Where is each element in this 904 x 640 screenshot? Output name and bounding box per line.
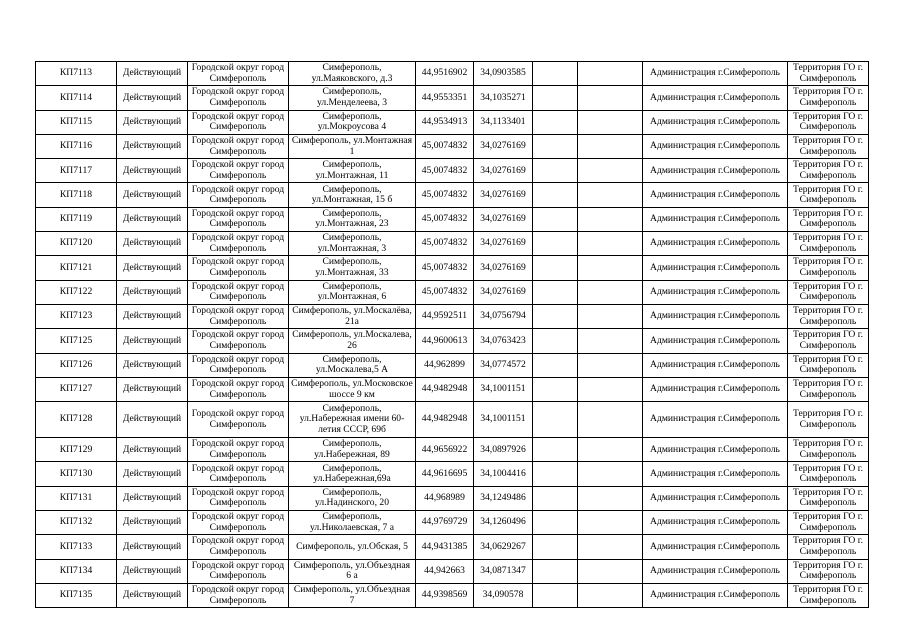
latitude-cell: 44,942663 xyxy=(416,559,474,583)
empty-cell xyxy=(578,583,643,607)
table-row xyxy=(36,304,869,328)
status-cell: Действующий xyxy=(117,353,188,377)
status-cell: Действующий xyxy=(117,256,188,280)
empty-cell xyxy=(533,110,578,134)
administration-cell: Администрация г.Симферополь xyxy=(643,535,788,559)
district-cell: Городской округ город Симферополь xyxy=(188,377,289,401)
status-cell: Действующий xyxy=(117,280,188,304)
longitude-cell: 34,0897926 xyxy=(474,438,533,462)
address-cell: Симферополь, ул.Объездная 7 xyxy=(289,583,416,607)
empty-cell xyxy=(533,134,578,158)
address-cell: Симферополь, ул.Москалева, 26 xyxy=(289,329,416,353)
administration-cell: Администрация г.Симферополь xyxy=(643,86,788,110)
table-row xyxy=(36,256,869,280)
longitude-cell: 34,090578 xyxy=(474,583,533,607)
territory-cell: Территория ГО г. Симферополь xyxy=(788,110,869,134)
territory-cell: Территория ГО г. Симферополь xyxy=(788,256,869,280)
empty-cell xyxy=(533,329,578,353)
status-cell: Действующий xyxy=(117,462,188,486)
administration-cell: Администрация г.Симферополь xyxy=(643,62,788,86)
address-cell: Симферополь, ул.Маяковского, д.3 xyxy=(289,62,416,86)
table-row xyxy=(36,511,869,535)
empty-cell xyxy=(578,62,643,86)
longitude-cell: 34,0629267 xyxy=(474,535,533,559)
empty-cell xyxy=(533,86,578,110)
longitude-cell: 34,0756794 xyxy=(474,304,533,328)
longitude-cell: 34,0276169 xyxy=(474,134,533,158)
point-id-cell: КП7118 xyxy=(36,183,117,207)
address-cell: Симферополь, ул.Монтажная, 33 xyxy=(289,256,416,280)
point-id-cell: КП7125 xyxy=(36,329,117,353)
table-row xyxy=(36,559,869,583)
latitude-cell: 45,0074832 xyxy=(416,207,474,231)
latitude-cell: 45,0074832 xyxy=(416,159,474,183)
table-row xyxy=(36,280,869,304)
territory-cell: Территория ГО г. Симферополь xyxy=(788,353,869,377)
latitude-cell: 44,9769729 xyxy=(416,511,474,535)
longitude-cell: 34,1001151 xyxy=(474,377,533,401)
empty-cell xyxy=(533,462,578,486)
district-cell: Городской округ город Симферополь xyxy=(188,62,289,86)
empty-cell xyxy=(533,535,578,559)
district-cell: Городской округ город Симферополь xyxy=(188,583,289,607)
longitude-cell: 34,1249486 xyxy=(474,486,533,510)
table-row xyxy=(36,462,869,486)
point-id-cell: КП7129 xyxy=(36,438,117,462)
address-cell: Симферополь, ул.Набережная,69а xyxy=(289,462,416,486)
district-cell: Городской округ город Симферополь xyxy=(188,402,289,438)
status-cell: Действующий xyxy=(117,377,188,401)
empty-cell xyxy=(578,134,643,158)
territory-cell: Территория ГО г. Симферополь xyxy=(788,402,869,438)
administration-cell: Администрация г.Симферополь xyxy=(643,183,788,207)
longitude-cell: 34,0763423 xyxy=(474,329,533,353)
point-id-cell: КП7132 xyxy=(36,511,117,535)
empty-cell xyxy=(578,159,643,183)
district-cell: Городской округ город Симферополь xyxy=(188,183,289,207)
administration-cell: Администрация г.Симферополь xyxy=(643,486,788,510)
point-id-cell: КП7122 xyxy=(36,280,117,304)
status-cell: Действующий xyxy=(117,159,188,183)
status-cell: Действующий xyxy=(117,232,188,256)
point-id-cell: КП7134 xyxy=(36,559,117,583)
address-cell: Симферополь, ул.Москалева,5 А xyxy=(289,353,416,377)
address-cell: Симферополь, ул.Монтажная, 23 xyxy=(289,207,416,231)
empty-cell xyxy=(533,402,578,438)
administration-cell: Администрация г.Симферополь xyxy=(643,110,788,134)
status-cell: Действующий xyxy=(117,583,188,607)
point-id-cell: КП7116 xyxy=(36,134,117,158)
administration-cell: Администрация г.Симферополь xyxy=(643,462,788,486)
district-cell: Городской округ город Симферополь xyxy=(188,256,289,280)
district-cell: Городской округ город Симферополь xyxy=(188,511,289,535)
empty-cell xyxy=(533,583,578,607)
address-cell: Симферополь, ул.Монтажная, 6 xyxy=(289,280,416,304)
longitude-cell: 34,1004416 xyxy=(474,462,533,486)
latitude-cell: 44,9592511 xyxy=(416,304,474,328)
point-id-cell: КП7127 xyxy=(36,377,117,401)
empty-cell xyxy=(533,207,578,231)
address-cell: Симферополь, ул.Монтажная, 15 б xyxy=(289,183,416,207)
territory-cell: Территория ГО г. Симферополь xyxy=(788,232,869,256)
latitude-cell: 45,0074832 xyxy=(416,256,474,280)
point-id-cell: КП7114 xyxy=(36,86,117,110)
point-id-cell: КП7131 xyxy=(36,486,117,510)
empty-cell xyxy=(578,86,643,110)
administration-cell: Администрация г.Симферополь xyxy=(643,232,788,256)
address-cell: Симферополь, ул.Мокроусова 4 xyxy=(289,110,416,134)
administration-cell: Администрация г.Симферополь xyxy=(643,207,788,231)
district-cell: Городской округ город Симферополь xyxy=(188,280,289,304)
empty-cell xyxy=(578,304,643,328)
address-cell: Симферополь, ул.Москалёва, 21а xyxy=(289,304,416,328)
empty-cell xyxy=(533,280,578,304)
latitude-cell: 44,9534913 xyxy=(416,110,474,134)
table-row xyxy=(36,535,869,559)
table-row xyxy=(36,110,869,134)
empty-cell xyxy=(533,304,578,328)
point-id-cell: КП7117 xyxy=(36,159,117,183)
address-cell: Симферополь, ул.Надинского, 20 xyxy=(289,486,416,510)
point-id-cell: КП7133 xyxy=(36,535,117,559)
administration-cell: Администрация г.Симферополь xyxy=(643,134,788,158)
longitude-cell: 34,0903585 xyxy=(474,62,533,86)
empty-cell xyxy=(578,535,643,559)
table-row xyxy=(36,207,869,231)
latitude-cell: 44,9516902 xyxy=(416,62,474,86)
territory-cell: Территория ГО г. Симферополь xyxy=(788,329,869,353)
empty-cell xyxy=(578,511,643,535)
territory-cell: Территория ГО г. Симферополь xyxy=(788,207,869,231)
empty-cell xyxy=(533,232,578,256)
administration-cell: Администрация г.Симферополь xyxy=(643,402,788,438)
territory-cell: Территория ГО г. Симферополь xyxy=(788,486,869,510)
address-cell: Симферополь, ул.Монтажная 1 xyxy=(289,134,416,158)
status-cell: Действующий xyxy=(117,438,188,462)
empty-cell xyxy=(578,462,643,486)
table-row xyxy=(36,438,869,462)
territory-cell: Территория ГО г. Симферополь xyxy=(788,583,869,607)
administration-cell: Администрация г.Симферополь xyxy=(643,559,788,583)
longitude-cell: 34,1133401 xyxy=(474,110,533,134)
empty-cell xyxy=(578,486,643,510)
latitude-cell: 44,9616695 xyxy=(416,462,474,486)
latitude-cell: 44,9656922 xyxy=(416,438,474,462)
point-id-cell: КП7119 xyxy=(36,207,117,231)
latitude-cell: 44,9482948 xyxy=(416,402,474,438)
territory-cell: Территория ГО г. Симферополь xyxy=(788,183,869,207)
address-cell: Симферополь, ул.Набережная, 89 xyxy=(289,438,416,462)
district-cell: Городской округ город Симферополь xyxy=(188,535,289,559)
district-cell: Городской округ город Симферополь xyxy=(188,159,289,183)
latitude-cell: 44,9600613 xyxy=(416,329,474,353)
empty-cell xyxy=(578,438,643,462)
point-id-cell: КП7126 xyxy=(36,353,117,377)
latitude-cell: 44,9482948 xyxy=(416,377,474,401)
administration-cell: Администрация г.Симферополь xyxy=(643,304,788,328)
address-cell: Симферополь, ул.Московское шоссе 9 км xyxy=(289,377,416,401)
empty-cell xyxy=(578,207,643,231)
table-row xyxy=(36,583,869,607)
empty-cell xyxy=(578,280,643,304)
latitude-cell: 45,0074832 xyxy=(416,280,474,304)
territory-cell: Территория ГО г. Симферополь xyxy=(788,86,869,110)
territory-cell: Территория ГО г. Симферополь xyxy=(788,159,869,183)
point-id-cell: КП7123 xyxy=(36,304,117,328)
status-cell: Действующий xyxy=(117,304,188,328)
table-row xyxy=(36,377,869,401)
district-cell: Городской округ город Симферополь xyxy=(188,232,289,256)
district-cell: Городской округ город Симферополь xyxy=(188,438,289,462)
latitude-cell: 45,0074832 xyxy=(416,183,474,207)
longitude-cell: 34,0774572 xyxy=(474,353,533,377)
empty-cell xyxy=(533,256,578,280)
table-row xyxy=(36,232,869,256)
empty-cell xyxy=(533,511,578,535)
empty-cell xyxy=(578,110,643,134)
status-cell: Действующий xyxy=(117,402,188,438)
empty-cell xyxy=(578,329,643,353)
administration-cell: Администрация г.Симферополь xyxy=(643,511,788,535)
administration-cell: Администрация г.Симферополь xyxy=(643,353,788,377)
administration-cell: Администрация г.Симферополь xyxy=(643,377,788,401)
district-cell: Городской округ город Симферополь xyxy=(188,329,289,353)
empty-cell xyxy=(533,183,578,207)
empty-cell xyxy=(578,256,643,280)
empty-cell xyxy=(578,559,643,583)
empty-cell xyxy=(533,159,578,183)
territory-cell: Территория ГО г. Симферополь xyxy=(788,134,869,158)
district-cell: Городской округ город Симферополь xyxy=(188,353,289,377)
point-id-cell: КП7121 xyxy=(36,256,117,280)
registry-table-body xyxy=(36,62,869,608)
address-cell: Симферополь, ул.Монтажная, 3 xyxy=(289,232,416,256)
latitude-cell: 44,9398569 xyxy=(416,583,474,607)
longitude-cell: 34,1260496 xyxy=(474,511,533,535)
territory-cell: Территория ГО г. Симферополь xyxy=(788,438,869,462)
table-row xyxy=(36,353,869,377)
longitude-cell: 34,0276169 xyxy=(474,207,533,231)
registry-table xyxy=(35,61,869,608)
address-cell: Симферополь, ул.Николаевская, 7 а xyxy=(289,511,416,535)
status-cell: Действующий xyxy=(117,511,188,535)
district-cell: Городской округ город Симферополь xyxy=(188,462,289,486)
empty-cell xyxy=(578,402,643,438)
territory-cell: Территория ГО г. Симферополь xyxy=(788,62,869,86)
status-cell: Действующий xyxy=(117,207,188,231)
table-row xyxy=(36,159,869,183)
administration-cell: Администрация г.Симферополь xyxy=(643,583,788,607)
point-id-cell: КП7115 xyxy=(36,110,117,134)
district-cell: Городской округ город Симферополь xyxy=(188,134,289,158)
district-cell: Городской округ город Симферополь xyxy=(188,110,289,134)
territory-cell: Территория ГО г. Симферополь xyxy=(788,377,869,401)
table-row xyxy=(36,329,869,353)
status-cell: Действующий xyxy=(117,86,188,110)
longitude-cell: 34,0871347 xyxy=(474,559,533,583)
latitude-cell: 44,968989 xyxy=(416,486,474,510)
latitude-cell: 44,9553351 xyxy=(416,86,474,110)
point-id-cell: КП7130 xyxy=(36,462,117,486)
district-cell: Городской округ город Симферополь xyxy=(188,207,289,231)
longitude-cell: 34,1035271 xyxy=(474,86,533,110)
table-row xyxy=(36,402,869,438)
status-cell: Действующий xyxy=(117,486,188,510)
empty-cell xyxy=(533,377,578,401)
table-row xyxy=(36,62,869,86)
longitude-cell: 34,0276169 xyxy=(474,183,533,207)
status-cell: Действующий xyxy=(117,134,188,158)
address-cell: Симферополь, ул.Набережная имени 60-летия СССР, 69б xyxy=(289,402,416,438)
longitude-cell: 34,0276169 xyxy=(474,159,533,183)
empty-cell xyxy=(533,353,578,377)
administration-cell: Администрация г.Симферополь xyxy=(643,438,788,462)
address-cell: Симферополь, ул.Объездная 6 а xyxy=(289,559,416,583)
status-cell: Действующий xyxy=(117,110,188,134)
status-cell: Действующий xyxy=(117,535,188,559)
empty-cell xyxy=(533,486,578,510)
longitude-cell: 34,0276169 xyxy=(474,232,533,256)
latitude-cell: 44,9431385 xyxy=(416,535,474,559)
administration-cell: Администрация г.Симферополь xyxy=(643,329,788,353)
territory-cell: Территория ГО г. Симферополь xyxy=(788,559,869,583)
district-cell: Городской округ город Симферополь xyxy=(188,304,289,328)
latitude-cell: 45,0074832 xyxy=(416,134,474,158)
district-cell: Городской округ город Симферополь xyxy=(188,559,289,583)
status-cell: Действующий xyxy=(117,183,188,207)
table-row xyxy=(36,86,869,110)
status-cell: Действующий xyxy=(117,559,188,583)
empty-cell xyxy=(578,183,643,207)
table-row xyxy=(36,134,869,158)
latitude-cell: 44,962899 xyxy=(416,353,474,377)
administration-cell: Администрация г.Симферополь xyxy=(643,159,788,183)
longitude-cell: 34,1001151 xyxy=(474,402,533,438)
status-cell: Действующий xyxy=(117,329,188,353)
longitude-cell: 34,0276169 xyxy=(474,256,533,280)
empty-cell xyxy=(533,559,578,583)
table-row xyxy=(36,183,869,207)
empty-cell xyxy=(578,353,643,377)
empty-cell xyxy=(533,438,578,462)
address-cell: Симферополь, ул.Обская, 5 xyxy=(289,535,416,559)
administration-cell: Администрация г.Симферополь xyxy=(643,256,788,280)
address-cell: Симферополь, ул.Менделеева, 3 xyxy=(289,86,416,110)
point-id-cell: КП7113 xyxy=(36,62,117,86)
empty-cell xyxy=(578,377,643,401)
point-id-cell: КП7128 xyxy=(36,402,117,438)
territory-cell: Территория ГО г. Симферополь xyxy=(788,304,869,328)
territory-cell: Территория ГО г. Симферополь xyxy=(788,280,869,304)
district-cell: Городской округ город Симферополь xyxy=(188,486,289,510)
territory-cell: Территория ГО г. Симферополь xyxy=(788,511,869,535)
territory-cell: Территория ГО г. Симферополь xyxy=(788,462,869,486)
point-id-cell: КП7135 xyxy=(36,583,117,607)
longitude-cell: 34,0276169 xyxy=(474,280,533,304)
district-cell: Городской округ город Симферополь xyxy=(188,86,289,110)
empty-cell xyxy=(578,232,643,256)
territory-cell: Территория ГО г. Симферополь xyxy=(788,535,869,559)
table-row xyxy=(36,486,869,510)
empty-cell xyxy=(533,62,578,86)
address-cell: Симферополь, ул.Монтажная, 11 xyxy=(289,159,416,183)
latitude-cell: 45,0074832 xyxy=(416,232,474,256)
administration-cell: Администрация г.Симферополь xyxy=(643,280,788,304)
point-id-cell: КП7120 xyxy=(36,232,117,256)
status-cell: Действующий xyxy=(117,62,188,86)
